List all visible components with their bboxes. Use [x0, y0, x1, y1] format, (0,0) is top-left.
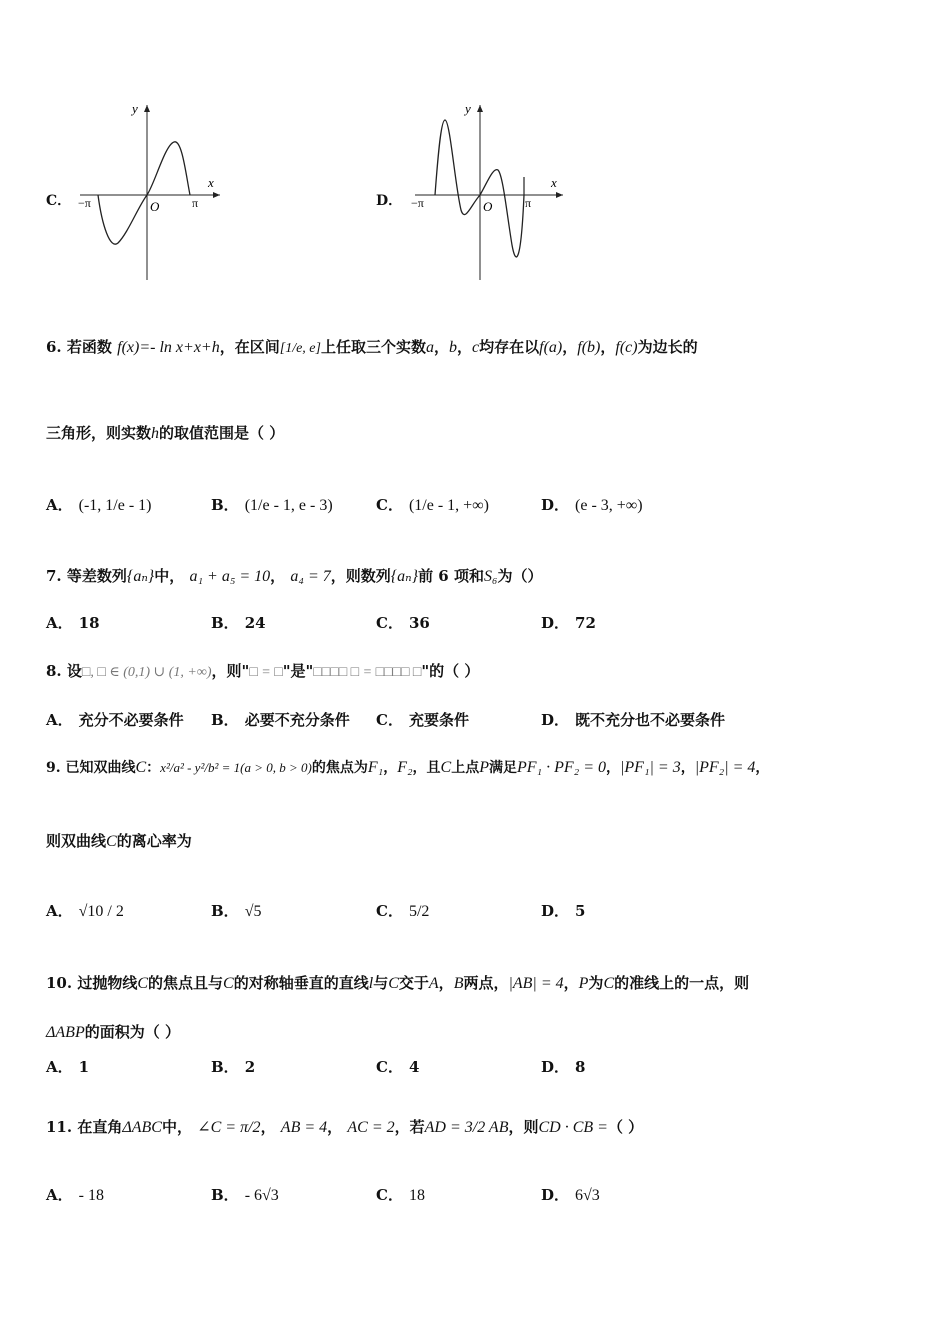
- q9-line-1: 9. 已知双曲线C：x²/a² - y²/b² = 1(a > 0, b > 0)的焦点为F₁，F₂，且C上点P满足PF₁ · PF₂ = 0，|PF₁| = 3，|PF₂| = 4，: [46, 759, 770, 776]
- q10-number: 10.: [46, 974, 73, 992]
- q8-option-a-label: A．: [46, 711, 73, 729]
- q7-option-d[interactable]: [541, 612, 602, 633]
- q9-text-2: 的焦点为: [311, 760, 368, 776]
- q10-curve-c-4: C: [603, 975, 615, 992]
- q10-triangle: ΔABP: [46, 1024, 85, 1041]
- q7-option-b[interactable]: [211, 612, 272, 633]
- q7-cond-1: a₁ + a₅ = 10: [189, 568, 271, 585]
- q9-curve-c-3: C: [106, 833, 117, 850]
- q6-text-2: ，在区间: [219, 338, 280, 356]
- q7-option-c[interactable]: [376, 612, 436, 633]
- q9-line-2: [46, 830, 192, 851]
- q10-text-7: 为: [588, 974, 604, 992]
- q10-point-p: P: [578, 975, 589, 992]
- q5-c-origin: O: [150, 199, 160, 214]
- q7-cond-2: a₄ = 7: [290, 568, 331, 585]
- q7-text-4: 前 6 项和: [418, 567, 484, 585]
- q11-line-1: 11. 在直角ΔABC中， ∠C = π/2， AB = 4， AC = 2，若AD = 3/2 AB，则CD · CB =（ ）: [46, 1118, 644, 1136]
- q9-text-7: 的离心率为: [116, 832, 192, 850]
- q9-curve-c-2: C: [440, 759, 452, 776]
- q7-s6: S₆: [483, 568, 498, 585]
- q10-option-d-text: 8: [575, 1058, 586, 1076]
- q8-option-a-text: 充分不必要条件: [78, 711, 184, 729]
- q9-dot-product: PF₁ · PF₂ = 0: [516, 759, 606, 776]
- q10-line-1: 10. 过抛物线C的焦点且与C的对称轴垂直的直线l与C交于A，B两点，|AB| = 4，P为C的准线上的一点，则: [46, 974, 750, 992]
- q10-ab-length: |AB| = 4: [508, 975, 564, 992]
- q10-option-b-text: 2: [244, 1058, 256, 1076]
- q6-option-a-label: A．: [46, 496, 73, 514]
- q7-seq-2: {aₙ}: [390, 568, 419, 585]
- q7-option-a-label: A．: [46, 614, 73, 632]
- q7-seq-1: {aₙ}: [126, 568, 155, 585]
- q11-angle: ∠C = π/2: [197, 1119, 261, 1136]
- q7-option-b-text: 24: [244, 614, 266, 632]
- q6-option-d-label: D．: [541, 496, 570, 514]
- q6-option-b[interactable]: [211, 494, 333, 515]
- q7-line-1: 7. 等差数列{aₙ}中， a₁ + a₅ = 10， a₄ = 7，则数列{aₙ}前 6 项和S₆为（）: [46, 567, 543, 585]
- q8-option-a[interactable]: [46, 709, 190, 730]
- q10-text-1: 过抛物线: [77, 974, 138, 992]
- q11-expression: CD · CB =: [538, 1119, 608, 1136]
- q11-option-a-text: - 18: [78, 1187, 104, 1204]
- q9-option-c-label: C．: [376, 902, 403, 920]
- q10-text-3: 的对称轴垂直的直线: [233, 974, 369, 992]
- q5-c-axis-x: x: [208, 175, 214, 190]
- q7-option-d-text: 72: [575, 614, 596, 632]
- q6-option-a-text: (-1, 1/e - 1): [78, 497, 152, 514]
- q6-var-a: a: [425, 339, 434, 356]
- q8-option-b[interactable]: [211, 709, 356, 730]
- q8-option-d[interactable]: [541, 709, 731, 730]
- q10-text-4: 与: [373, 974, 389, 992]
- q5-graph-d: [405, 95, 570, 285]
- q10-text-6: 两点，: [463, 974, 509, 992]
- q9-f1: F₁: [367, 759, 384, 776]
- q9-option-c-text: 5/2: [408, 903, 430, 920]
- q11-option-d-label: D．: [541, 1186, 570, 1204]
- q11-option-b-text: - 6√3: [244, 1187, 279, 1204]
- q6-text-5: 为边长的: [637, 338, 698, 356]
- q5-d-neg-pi: −π: [411, 196, 424, 210]
- q6-text-3: 上任取三个实数: [320, 338, 426, 356]
- q5-d-axis-x: x: [551, 175, 557, 190]
- q9-text-1: 已知双曲线: [65, 760, 136, 776]
- q8-eq-2: □□□□ □ = □□□□ □: [313, 665, 422, 680]
- q11-option-b[interactable]: [211, 1184, 279, 1205]
- q6-interval: [1/e, e]: [279, 341, 321, 356]
- q9-option-a-label: A．: [46, 902, 73, 920]
- q9-option-b-text: √5: [244, 903, 262, 920]
- q5-c-axis-y: y: [132, 101, 138, 116]
- q8-option-b-label: B．: [211, 711, 239, 729]
- q10-option-d[interactable]: [541, 1056, 591, 1077]
- q10-curve-c-3: C: [388, 975, 399, 992]
- q11-text-1: 在直角: [77, 1118, 123, 1136]
- q6-option-c-text: (1/e - 1, +∞): [408, 497, 489, 514]
- q10-text-2: 的焦点且与: [148, 974, 224, 992]
- q6-option-b-label: B．: [211, 496, 239, 514]
- q11-ad: AD = 3/2 AB: [424, 1119, 509, 1136]
- q9-pf1: |PF₁| = 3: [620, 759, 681, 776]
- q5-d-pi: π: [525, 196, 532, 210]
- q10-option-c-label: C．: [376, 1058, 403, 1076]
- q11-text-4: ，则: [508, 1118, 539, 1136]
- q6-option-d-text: (e - 3, +∞): [575, 497, 643, 514]
- q6-var-h: h: [151, 425, 160, 442]
- q9-pf2: |PF₂| = 4: [694, 759, 756, 776]
- q9-option-a-text: √10 / 2: [78, 903, 124, 920]
- q8-text-4: "的（ ）: [421, 662, 480, 680]
- q7-option-c-text: 36: [408, 614, 430, 632]
- q8-number: 8.: [46, 662, 62, 680]
- q8-option-c-text: 充要条件: [408, 711, 469, 729]
- q10-option-b[interactable]: [211, 1056, 261, 1077]
- q11-text-5: （ ）: [607, 1118, 644, 1136]
- q7-text-5: 为（）: [497, 567, 543, 585]
- q9-option-b[interactable]: [211, 900, 261, 921]
- q5-graph-c: [70, 95, 230, 285]
- q6-fc: f(c): [615, 339, 638, 356]
- q9-colon: ：: [146, 760, 161, 776]
- q7-option-c-label: C．: [376, 614, 403, 632]
- q9-option-c[interactable]: [376, 900, 429, 921]
- q6-fa: f(a): [539, 339, 563, 356]
- q10-line-l: l: [368, 975, 374, 992]
- q10-option-c[interactable]: [376, 1056, 425, 1077]
- q9-text-6: 则双曲线: [46, 832, 107, 850]
- q8-text-1: 设: [66, 662, 82, 680]
- q11-text-2: 中，: [161, 1118, 192, 1136]
- q6-text-7: 的取值范围是（ ）: [159, 424, 285, 442]
- q10-option-a-label: A．: [46, 1058, 73, 1076]
- q9-text-3: ，且: [412, 760, 441, 776]
- q10-option-d-label: D．: [541, 1058, 570, 1076]
- q9-option-d-text: 5: [575, 902, 586, 920]
- q7-option-d-label: D．: [541, 614, 570, 632]
- q9-f2: F₂: [397, 759, 413, 776]
- q11-option-c[interactable]: [376, 1184, 425, 1205]
- q10-option-c-text: 4: [408, 1058, 420, 1076]
- q9-curve-c: C: [135, 759, 147, 776]
- q8-line-1: [46, 660, 479, 681]
- q11-text-3: ，若: [394, 1118, 425, 1136]
- q8-condition: □, □ ∈ (0,1) ∪ (1, +∞): [81, 665, 212, 680]
- q7-text-1: 等差数列: [66, 567, 127, 585]
- q5-c-neg-pi: −π: [78, 196, 91, 210]
- q10-point-b: B: [453, 975, 464, 992]
- q7-number: 7.: [46, 567, 62, 585]
- q10-option-b-label: B．: [211, 1058, 239, 1076]
- q11-triangle: ΔABC: [122, 1119, 162, 1136]
- q9-text-4: 上点: [451, 760, 480, 776]
- q5-option-c-label: C．: [46, 193, 72, 209]
- q9-option-d[interactable]: [541, 900, 591, 921]
- q9-option-a[interactable]: [46, 900, 124, 921]
- q9-option-b-label: B．: [211, 902, 239, 920]
- q11-ab: AB = 4: [280, 1119, 328, 1136]
- q9-equation: x²/a² - y²/b² = 1(a > 0, b > 0): [160, 760, 312, 775]
- q6-var-c: c: [472, 339, 480, 356]
- q6-text-4: 均存在以: [479, 338, 540, 356]
- q7-text-3: ，则数列: [330, 567, 391, 585]
- q5-c-pi: π: [192, 196, 199, 210]
- q5-d-origin: O: [483, 199, 493, 214]
- q9-text-5: 满足: [488, 760, 517, 776]
- q10-text-9: 的面积为（ ）: [84, 1023, 180, 1041]
- q6-text-1: 若函数: [66, 338, 112, 356]
- q10-option-a[interactable]: [46, 1056, 95, 1077]
- q5-d-axis-y: y: [465, 101, 471, 116]
- q10-option-a-text: 1: [78, 1058, 90, 1076]
- q10-curve-c-2: C: [223, 975, 234, 992]
- q8-option-b-text: 必要不充分条件: [244, 711, 350, 729]
- q8-text-3: "是": [282, 662, 314, 680]
- q10-curve-c: C: [137, 975, 149, 992]
- q10-text-8: 的准线上的一点，则: [614, 974, 750, 992]
- q11-option-d-text: 6√3: [575, 1187, 600, 1204]
- q11-option-c-label: C．: [376, 1186, 403, 1204]
- q8-option-c[interactable]: [376, 709, 475, 730]
- q9-number: 9.: [46, 760, 61, 776]
- q11-option-a[interactable]: [46, 1184, 104, 1205]
- q6-var-b: b: [449, 339, 457, 356]
- q7-option-a[interactable]: [46, 612, 106, 633]
- q6-option-b-text: (1/e - 1, e - 3): [244, 497, 333, 514]
- q7-option-a-text: 18: [78, 614, 100, 632]
- q10-line-2: [46, 1021, 180, 1042]
- q11-number: 11.: [46, 1118, 73, 1136]
- q8-eq-1: □ = □: [249, 665, 283, 680]
- q10-point-a: A: [428, 975, 439, 992]
- q11-ac: AC = 2: [347, 1119, 395, 1136]
- q7-option-b-label: B．: [211, 614, 239, 632]
- q6-line-2: [46, 422, 284, 443]
- q8-option-d-label: D．: [541, 711, 570, 729]
- q6-option-c[interactable]: [376, 494, 489, 515]
- q9-point-p: P: [479, 759, 489, 776]
- q6-fb: f(b): [577, 339, 601, 356]
- q11-option-d[interactable]: [541, 1184, 600, 1205]
- q11-option-a-label: A．: [46, 1186, 73, 1204]
- q9-option-d-label: D．: [541, 902, 570, 920]
- q5-option-d-label: D．: [376, 193, 403, 209]
- q11-option-c-text: 18: [408, 1187, 425, 1204]
- q6-option-d[interactable]: [541, 494, 643, 515]
- q6-option-a[interactable]: [46, 494, 152, 515]
- q8-text-2: ，则": [211, 662, 250, 680]
- q6-option-c-label: C．: [376, 496, 403, 514]
- q8-option-c-label: C．: [376, 711, 403, 729]
- q7-text-2: 中，: [154, 567, 185, 585]
- q6-number: 6.: [46, 338, 62, 356]
- q8-option-d-text: 既不充分也不必要条件: [575, 711, 726, 729]
- q6-text-6: 三角形，则实数: [46, 424, 152, 442]
- q6-line-1: 6. 若函数 f(x)=- ln x+x+h，在区间[1/e, e]上任取三个实数a，b，c均存在以f(a)，f(b)，f(c)为边长的: [46, 338, 698, 356]
- q10-text-5: 交于: [398, 974, 429, 992]
- q6-function: f(x)=- ln x+x+h: [117, 339, 220, 356]
- q11-option-b-label: B．: [211, 1186, 239, 1204]
